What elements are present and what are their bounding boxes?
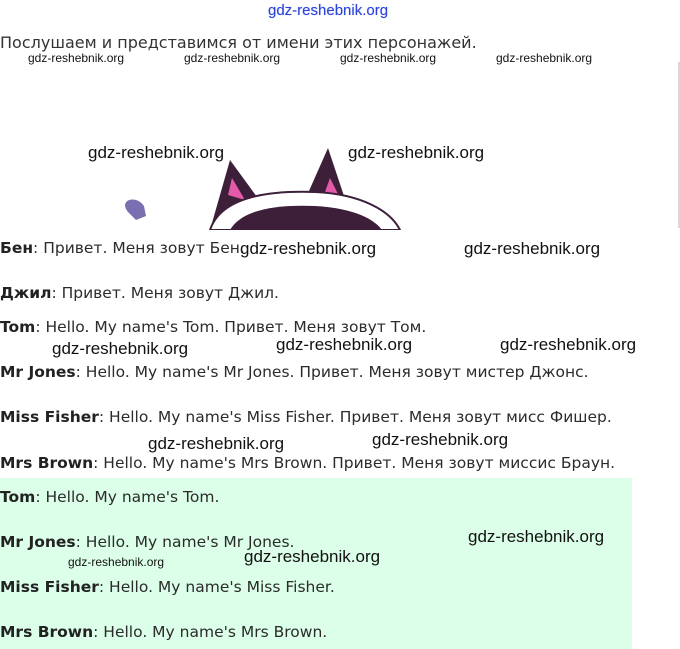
speaker-name: Mr Jones	[0, 533, 76, 551]
line-tom	[0, 318, 426, 336]
watermark-top: gdz-reshebnik.org	[268, 2, 389, 19]
watermark: gdz-reshebnik.org	[148, 434, 285, 453]
watermark: gdz-reshebnik.org	[496, 51, 593, 65]
speaker-name: Mrs Brown	[0, 623, 94, 641]
line-text: : Привет. Меня зовут Джил.	[51, 284, 279, 302]
answer-mrs-brown	[0, 623, 327, 641]
line-text: : Hello. My name's Miss Fisher. Привет. Меня зовут мисс Фишер.	[98, 408, 612, 426]
watermark: gdz-reshebnik.org	[468, 527, 605, 546]
tail-icon	[125, 199, 146, 220]
watermark: gdz-reshebnik.org	[244, 547, 381, 566]
line-text: : Hello. My name's Mr Jones. Привет. Меня зовут мистер Джонс.	[75, 363, 589, 381]
answer-miss-fisher	[0, 578, 335, 596]
speaker-name: Mr Jones	[0, 363, 76, 381]
speaker-name: Джил	[0, 284, 52, 302]
speaker-name: Miss Fisher	[0, 408, 99, 426]
answer-tom	[0, 488, 219, 506]
watermark: gdz-reshebnik.org	[464, 239, 601, 258]
speaker-name: Tom	[0, 318, 36, 336]
watermark: gdz-reshebnik.org	[28, 51, 125, 65]
speaker-name: Tom	[0, 488, 36, 506]
line-text: : Привет. Меня зовут Бен.	[33, 239, 245, 257]
speaker-name: Бен	[0, 239, 34, 257]
watermark: gdz-reshebnik.org	[276, 335, 413, 354]
watermark: gdz-reshebnik.org	[240, 239, 377, 258]
line-ben	[0, 239, 245, 257]
watermark: gdz-reshebnik.org	[340, 51, 437, 65]
line-mrs-brown	[0, 454, 615, 472]
line-text: : Hello. My name's Tom. Привет. Меня зовут Том.	[35, 318, 427, 336]
intro-text: Послушаем и представимся от имени этих персонажей.	[0, 33, 477, 52]
watermark: gdz-reshebnik.org	[52, 339, 189, 358]
line-jill	[0, 284, 279, 302]
watermark: gdz-reshebnik.org	[348, 143, 485, 162]
watermark: gdz-reshebnik.org	[88, 143, 225, 162]
watermark: gdz-reshebnik.org	[68, 555, 165, 569]
line-text: : Hello. My name's Tom.	[35, 488, 220, 506]
watermark: gdz-reshebnik.org	[372, 430, 509, 449]
line-text: : Hello. My name's Mrs Brown.	[93, 623, 328, 641]
speaker-name: Miss Fisher	[0, 578, 99, 596]
line-miss-fisher	[0, 408, 612, 426]
line-text: : Hello. My name's Mr Jones.	[75, 533, 295, 551]
watermark: gdz-reshebnik.org	[184, 51, 281, 65]
watermark: gdz-reshebnik.org	[500, 335, 637, 354]
speaker-name: Mrs Brown	[0, 454, 94, 472]
cat-illustration	[100, 120, 440, 230]
line-text: : Hello. My name's Mrs Brown. Привет. Меня зовут миссис Браун.	[93, 454, 616, 472]
line-mr-jones	[0, 363, 589, 381]
line-text: : Hello. My name's Miss Fisher.	[98, 578, 335, 596]
